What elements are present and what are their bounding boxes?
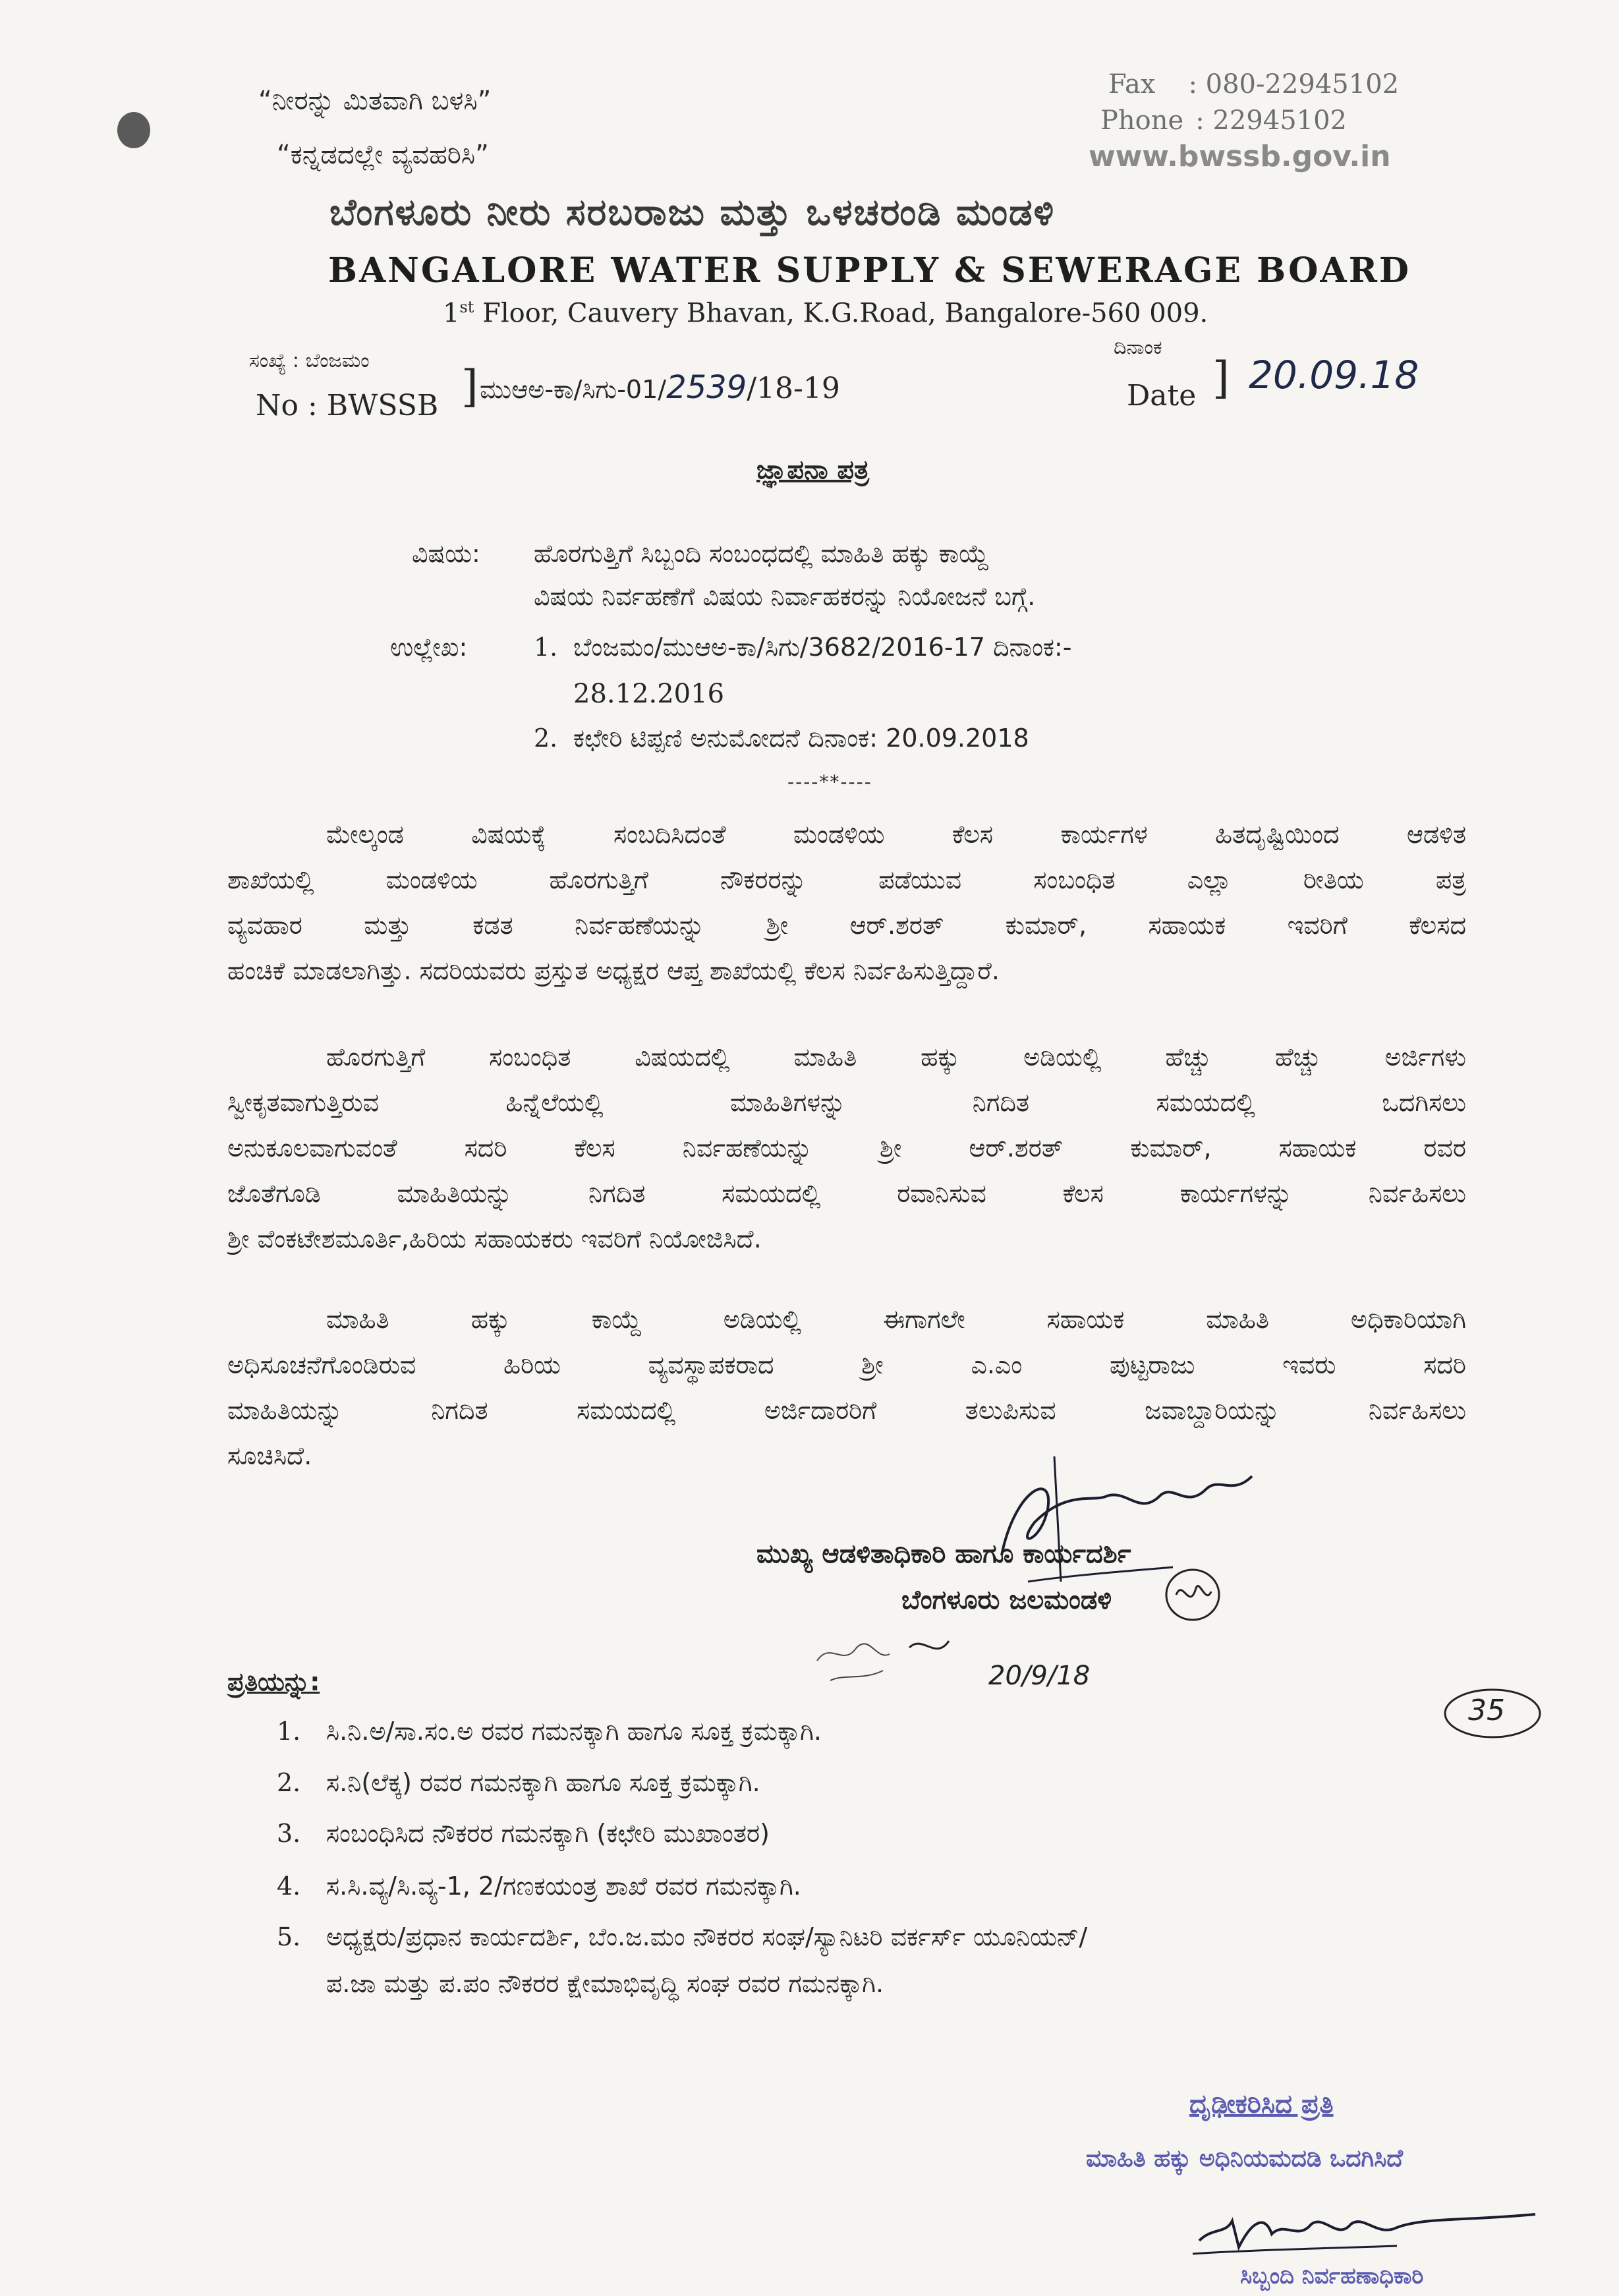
phone-line — [1100, 105, 1347, 136]
copy-item-number: 3. — [277, 1819, 301, 1848]
reference-item-1-date: 28.12.2016 — [573, 679, 725, 709]
motto-use-kannada: “ಕನ್ನಡದಲ್ಲೇ ವ್ಯವಹರಿಸಿ” — [277, 140, 489, 170]
paragraph-line: ಸೂಚಿಸಿದೆ. — [227, 1441, 312, 1470]
org-name-kannada: ಬೆಂಗಳೂರು ನೀರು ಸರಬರಾಜು ಮತ್ತು ಒಳಚರಂಡಿ ಮಂಡಳಿ — [329, 191, 1056, 234]
paragraph-line: ಅಧಿಸೂಚನೆಗೊಂಡಿರುವ ಹಿರಿಯ ವ್ಯವಸ್ಥಾಪಕರಾದ ಶ್ರೀ ಎ.ಎಂ ಪುಟ್ಟರಾಜು ಇವರು ಸದರಿ — [227, 1350, 1466, 1379]
paragraph-line: ವ್ಯವಹಾರ ಮತ್ತು ಕಡತ ನಿರ್ವಹಣೆಯನ್ನು ಶ್ರೀ ಆರ್.ಶರತ್ ಕುಮಾರ್, ಸಹಾಯಕ ಇವರಿಗೆ ಕೆಲಸದ — [227, 911, 1466, 940]
copy-item: ಅಧ್ಯಕ್ಷರು/ಪ್ರಧಾನ ಕಾರ್ಯದರ್ಶಿ, ಬೆಂ.ಜ.ಮಂ ನೌಕರರ ಸಂಘ/ಸ್ಯಾನಿಟರಿ ವರ್ಕರ್ಸ್ ಯೂನಿಯನ್/ — [326, 1922, 1088, 1951]
phone-value: : 22945102 — [1195, 105, 1347, 136]
motto-save-water: “ನೀರನ್ನು ಮಿತವಾಗಿ ಬಳಸಿ” — [258, 86, 492, 116]
paragraph-line: ಮಾಹಿತಿಯನ್ನು ನಿಗದಿತ ಸಮಯದಲ್ಲಿ ಅರ್ಜಿದಾರರಿಗೆ ತಲುಪಿಸುವ ಜವಾಬ್ದಾರಿಯನ್ನು ನಿರ್ವಹಿಸಲು — [227, 1396, 1466, 1425]
document-title: ಜ್ಞಾಪನಾ ಪತ್ರ — [756, 455, 870, 485]
paragraph-line: ಶಾಖೆಯಲ್ಲಿ ಮಂಡಳಿಯ ಹೊರಗುತ್ತಿಗೆ ನೌಕರರನ್ನು ಪಡೆಯುವ ಸಂಬಂಧಿತ ಎಲ್ಲಾ ರೀತಿಯ ಪತ್ರ — [227, 865, 1466, 894]
fax-line — [1108, 69, 1399, 100]
reference-label-kannada: ಸಂಖ್ಯೆ : ಬೆಂಜಮಂ — [249, 349, 370, 372]
reference-bracket: ] — [461, 361, 478, 412]
date-label-english: Date — [1127, 379, 1197, 413]
stamp-rti-provided: ಮಾಹಿತಿ ಹಕ್ಕು ಅಧಿನಿಯಮದಡಿ ಒದಗಿಸಿದೆ — [1086, 2145, 1404, 2172]
signatory-office: ಬೆಂಗಳೂರು ಜಲಮಂಡಳಿ — [901, 1585, 1112, 1615]
initials-scribble — [810, 1621, 995, 1713]
copy-item-number: 5. — [277, 1922, 301, 1951]
stamp-attested-copy: ದೃಢೀಕರಿಸಿದ ಪ್ರತಿ — [1189, 2089, 1334, 2119]
paragraph-1 — [227, 812, 1466, 994]
stamp-designation: ಸಿಬ್ಬಂದಿ ನಿರ್ವಹಣಾಧಿಕಾರಿ — [1240, 2263, 1424, 2289]
reference-label-english: No : BWSSB — [256, 389, 439, 422]
paragraph-line: ಹಂಚಿಕೆ ಮಾಡಲಾಗಿತ್ತು. ಸದರಿಯವರು ಪ್ರಸ್ತುತ ಅಧ್ಯಕ್ಷರ ಆಪ್ತ ಶಾಖೆಯಲ್ಲಿ ಕೆಲಸ ನಿರ್ವಹಿಸುತ್ತಿದ್ದಾರೆ. — [227, 956, 1000, 985]
subject-label: ವಿಷಯ: — [412, 539, 480, 568]
reference-item-number: 1. — [534, 633, 558, 662]
copy-item-number: 4. — [277, 1872, 301, 1901]
separator: ----**---- — [787, 771, 872, 793]
fax-value: : 080-22945102 — [1188, 69, 1400, 100]
date-handwritten: 20.09.18 — [1249, 353, 1419, 397]
subject-line-2: ವಿಷಯ ನಿರ್ವಹಣೆಗೆ ವಿಷಯ ನಿರ್ವಾಹಕರನ್ನು ನಿಯೋಜನೆ ಬಗ್ಗೆ. — [534, 582, 1036, 611]
org-address: 1st Floor, Cauvery Bhavan, K.G.Road, Bangalore-560 009. — [443, 298, 1208, 329]
reference-number-handwritten: 2539 — [666, 369, 747, 406]
website: www.bwssb.gov.in — [1089, 140, 1391, 173]
copy-item: ಸಿ.ನಿ.ಅ/ಸಾ.ಸಂ.ಅ ರವರ ಗಮನಕ್ಕಾಗಿ ಹಾಗೂ ಸೂಕ್ತ ಕ್ರಮಕ್ಕಾಗಿ. — [326, 1717, 822, 1746]
copy-item-number: 1. — [277, 1717, 301, 1746]
phone-label: Phone — [1100, 105, 1184, 136]
references-label: ಉಲ್ಲೇಖ: — [390, 633, 468, 662]
stamp-signature — [1186, 2195, 1555, 2267]
date-bracket: ] — [1212, 353, 1230, 403]
initials-circle — [1160, 1565, 1226, 1624]
copy-item-number: 2. — [277, 1768, 301, 1797]
paragraph-line: ಹೊರಗುತ್ತಿಗೆ ಸಂಬಂಧಿತ ವಿಷಯದಲ್ಲಿ ಮಾಹಿತಿ ಹಕ್ಕು ಅಡಿಯಲ್ಲಿ ಹೆಚ್ಚು ಹೆಚ್ಚು ಅರ್ಜಿಗಳು — [326, 1043, 1466, 1072]
paragraph-line: ಮಾಹಿತಿ ಹಕ್ಕು ಕಾಯ್ದೆ ಅಡಿಯಲ್ಲಿ ಈಗಾಗಲೇ ಸಹಾಯಕ ಮಾಹಿತಿ ಅಧಿಕಾರಿಯಾಗಿ — [326, 1305, 1466, 1334]
copy-item-continued: ಪ.ಜಾ ಮತ್ತು ಪ.ಪಂ ನೌಕರರ ಕ್ಷೇಮಾಭಿವೃದ್ಧಿ ಸಂಘ ರವರ ಗಮನಕ್ಕಾಗಿ. — [326, 1969, 884, 1998]
paragraph-2 — [227, 1035, 1466, 1262]
reference-number: ಮುಆಅ-ಕಾ/ಸಿಗು-01/2539/18-19 — [480, 369, 840, 406]
paragraph-line: ಅನುಕೂಲವಾಗುವಂತೆ ಸದರಿ ಕೆಲಸ ನಿರ್ವಹಣೆಯನ್ನು ಶ್ರೀ ಆರ್.ಶರತ್ ಕುಮಾರ್, ಸಹಾಯಕ ರವರ — [227, 1134, 1466, 1162]
signatory-designation: ಮುಖ್ಯ ಆಡಳಿತಾಧಿಕಾರಿ ಹಾಗೂ ಕಾರ್ಯದರ್ಶಿ — [756, 1539, 1131, 1569]
paragraph-line: ಮೇಲ್ಕಂಡ ವಿಷಯಕ್ಕೆ ಸಂಬದಿಸಿದಂತೆ ಮಂಡಳಿಯ ಕೆಲಸ ಕಾರ್ಯಗಳ ಹಿತದೃಷ್ಟಿಯಿಂದ ಆಡಳಿತ — [326, 820, 1466, 849]
punch-hole — [117, 112, 150, 148]
date-label-kannada: ದಿನಾಂಕ — [1114, 336, 1162, 359]
page-number: 35 — [1468, 1694, 1505, 1727]
copies-heading: ಪ್ರತಿಯನ್ನು: — [227, 1667, 320, 1696]
fax-label: Fax — [1108, 69, 1156, 100]
reference-item-number: 2. — [534, 724, 558, 753]
copy-item: ಸ.ಸಿ.ವ್ಯ/ಸಿ.ವ್ಯ-1, 2/ಗಣಕಯಂತ್ರ ಶಾಖೆ ರವರ ಗಮನಕ್ಕಾಗಿ. — [326, 1872, 801, 1901]
paragraph-3 — [227, 1297, 1466, 1479]
paragraph-line: ಶ್ರೀ ವೆಂಕಟೇಶಮೂರ್ತಿ,ಹಿರಿಯ ಸಹಾಯಕರು ಇವರಿಗೆ ನಿಯೋಜಿಸಿದೆ. — [227, 1224, 762, 1253]
copy-item: ಸಂಬಂಧಿಸಿದ ನೌಕರರ ಗಮನಕ್ಕಾಗಿ (ಕಛೇರಿ ಮುಖಾಂತರ) — [326, 1819, 770, 1848]
paragraph-line: ಜೊತೆಗೂಡಿ ಮಾಹಿತಿಯನ್ನು ನಿಗದಿತ ಸಮಯದಲ್ಲಿ ರವಾನಿಸುವ ಕೆಲಸ ಕಾರ್ಯಗಳನ್ನು ನಿರ್ವಹಿಸಲು — [227, 1179, 1466, 1208]
copy-item: ಸ.ನಿ(ಲೆಕ್ಕ) ರವರ ಗಮನಕ್ಕಾಗಿ ಹಾಗೂ ಸೂಕ್ತ ಕ್ರಮಕ್ಕಾಗಿ. — [326, 1768, 760, 1797]
paragraph-line: ಸ್ವೀಕೃತವಾಗುತ್ತಿರುವ ಹಿನ್ನೆಲೆಯಲ್ಲಿ ಮಾಹಿತಿಗಳನ್ನು ನಿಗದಿತ ಸಮಯದಲ್ಲಿ ಒದಗಿಸಲು — [227, 1088, 1466, 1117]
subject-line-1: ಹೊರಗುತ್ತಿಗೆ ಸಿಬ್ಬಂದಿ ಸಂಬಂಧದಲ್ಲಿ ಮಾಹಿತಿ ಹಕ್ಕು ಕಾಯ್ದೆ — [534, 539, 989, 568]
org-name-english: BANGALORE WATER SUPPLY & SEWERAGE BOARD — [328, 250, 1411, 291]
reference-item-1: ಬೆಂಜಮಂ/ಮುಆಅ-ಕಾ/ಸಿಗು/3682/2016-17 ದಿನಾಂಕ:- — [573, 633, 1072, 662]
signature-handwritten-date: 20/9/18 — [988, 1661, 1091, 1691]
reference-item-2: ಕಛೇರಿ ಟಿಪ್ಪಣಿ ಅನುಮೋದನೆ ದಿನಾಂಕ: 20.09.2018 — [573, 724, 1029, 753]
